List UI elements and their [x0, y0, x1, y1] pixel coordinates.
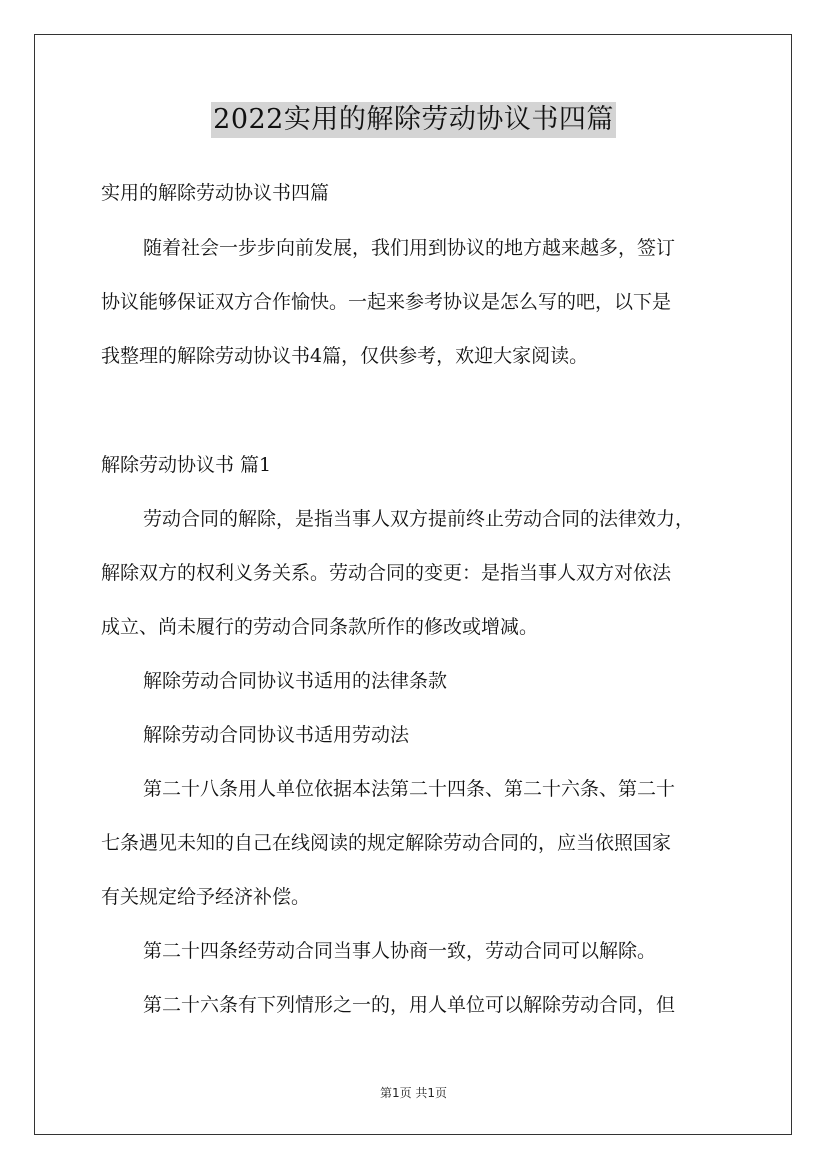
page-footer: 第1页 共1页	[379, 1086, 448, 1100]
paragraph-line: 解除双方的权利义务关系。劳动合同的变更：是指当事人双方对依法	[101, 562, 672, 584]
paragraph-line: 协议能够保证双方合作愉快。一起来参考协议是怎么写的吧，以下是	[101, 291, 672, 313]
paragraph-line: 成立、尚未履行的劳动合同条款所作的修改或增减。	[101, 616, 539, 638]
paragraph-line: 有关规定给予经济补偿。	[101, 886, 311, 908]
section-heading: 解除劳动协议书 篇1	[101, 454, 272, 476]
paragraph-line: 随着社会一步步向前发展，我们用到协议的地方越来越多，签订	[143, 237, 676, 259]
paragraph-line: 解除劳动合同协议书适用劳动法	[143, 724, 410, 746]
paragraph-line: 七条遇见未知的自己在线阅读的规定解除劳动合同的，应当依照国家	[101, 832, 672, 854]
paragraph-line: 第二十六条有下列情形之一的，用人单位可以解除劳动合同，但	[143, 994, 676, 1016]
paragraph-line: 劳动合同的解除，是指当事人双方提前终止劳动合同的法律效力，	[143, 508, 695, 530]
document-subtitle: 实用的解除劳动协议书四篇	[101, 182, 330, 204]
title-container	[0, 102, 827, 138]
paragraph-line: 解除劳动合同协议书适用的法律条款	[143, 670, 448, 692]
paragraph-line: 我整理的解除劳动协议书4篇，仅供参考，欢迎大家阅读。	[101, 345, 589, 367]
document-title: 2022实用的解除劳动协议书四篇	[211, 102, 616, 138]
paragraph-line: 第二十四条经劳动合同当事人协商一致，劳动合同可以解除。	[143, 940, 657, 962]
paragraph-line: 第二十八条用人单位依据本法第二十四条、第二十六条、第二十	[143, 778, 676, 800]
